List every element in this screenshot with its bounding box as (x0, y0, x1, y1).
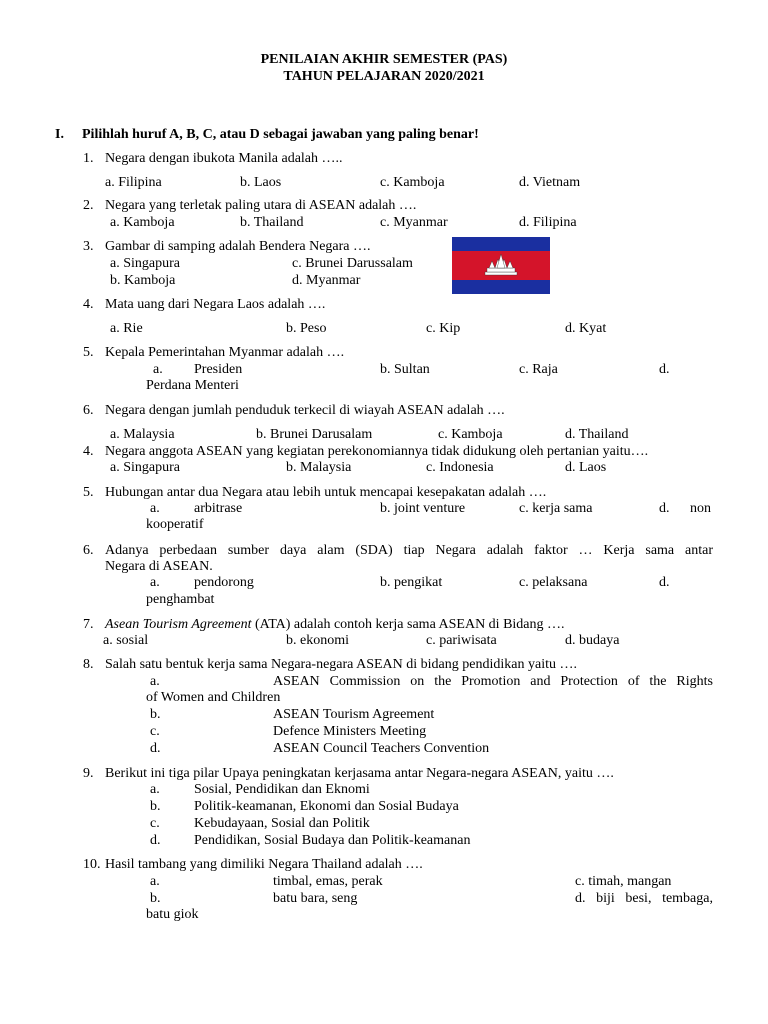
option-d: d. budaya (565, 633, 620, 648)
question-text: Hasil tambang yang dimiliki Negara Thailand adalah …. (105, 857, 423, 872)
option-a-letter: a. (153, 362, 163, 377)
question-text: Hubungan antar dua Negara atau lebih untuk mencapai kesepakatan adalah …. (105, 485, 547, 500)
option-b: b. Kamboja (110, 273, 176, 288)
option-a-letter: a. (150, 874, 160, 889)
option-b: b. Thailand (240, 215, 304, 230)
option-a-letter: a. (150, 501, 160, 516)
option-b: b. Malaysia (286, 460, 352, 475)
question-number: 6. (83, 543, 94, 558)
option-b: b. Laos (240, 175, 282, 190)
question-text: Negara yang terletak paling utara di ASEAN adalah …. (105, 198, 417, 213)
option-c: Kebudayaan, Sosial dan Politik (194, 816, 370, 831)
option-a: a. Rie (110, 321, 143, 336)
option-d: d. Laos (565, 460, 607, 475)
question-text: Adanya perbedaan sumber daya alam (SDA) tiap Negara adalah faktor … Kerja sama antar (105, 543, 713, 558)
cambodia-flag-image (452, 237, 550, 294)
option-a: a. Singapura (110, 460, 180, 475)
option-b-letter: b. (150, 799, 161, 814)
question-number: 9. (83, 766, 94, 781)
question-text: Negara dengan ibukota Manila adalah ….. (105, 151, 343, 166)
option-c: c. Indonesia (426, 460, 494, 475)
question-number: 2. (83, 198, 94, 213)
page-subtitle: TAHUN PELAJARAN 2020/2021 (283, 69, 485, 84)
option-b: batu bara, seng (273, 891, 358, 906)
question-number: 8. (83, 657, 94, 672)
option-d: d. Myanmar (292, 273, 361, 288)
question-number: 4. (83, 444, 94, 459)
option-d-letter: d. (150, 741, 161, 756)
option-b: Politik-keamanan, Ekonomi dan Sosial Budaya (194, 799, 459, 814)
section-instruction: Pilihlah huruf A, B, C, atau D sebagai jawaban yang paling benar! (82, 127, 479, 142)
option-b: b. Peso (286, 321, 327, 336)
question-number: 7. (83, 617, 94, 632)
question-text: Kepala Pemerintahan Myanmar adalah …. (105, 345, 345, 360)
option-c-letter: c. (150, 816, 160, 831)
page-title: PENILAIAN AKHIR SEMESTER (PAS) (260, 52, 508, 67)
option-d-letter: d. (659, 575, 670, 590)
question-text: Gambar di samping adalah Bendera Negara …. (105, 239, 371, 254)
option-d-cont: batu giok (146, 907, 199, 922)
option-a-cont: of Women and Children (146, 690, 281, 705)
option-c: c. Kamboja (438, 427, 503, 442)
question-text: Negara anggota ASEAN yang kegiatan perekonomiannya tidak didukung oleh pertanian yaitu…. (105, 444, 649, 459)
option-d-cont: kooperatif (146, 517, 204, 532)
option-c: Defence Ministers Meeting (273, 724, 427, 739)
question-text (105, 616, 565, 633)
option-d: non (690, 501, 711, 516)
option-c: c. Raja (519, 362, 558, 377)
option-b: b. Brunei Darusalam (256, 427, 373, 442)
option-a: Sosial, Pendidikan dan Eknomi (194, 782, 370, 797)
option-c: c. Kip (426, 321, 461, 336)
option-b: b. Sultan (380, 362, 430, 377)
option-a: a. Filipina (105, 175, 162, 190)
option-a: a. sosial (103, 633, 149, 648)
question-text-cont: Negara di ASEAN. (105, 559, 213, 574)
option-d: d. biji besi, tembaga, (575, 891, 713, 906)
question-number: 4. (83, 297, 94, 312)
option-c: c. Brunei Darussalam (292, 256, 413, 271)
option-c: c. pariwisata (426, 633, 497, 648)
option-c: c. pelaksana (519, 575, 588, 590)
option-a: a. Kamboja (110, 215, 175, 230)
option-a-letter: a. (150, 674, 160, 689)
section-number: I. (55, 127, 64, 142)
option-a-letter: a. (150, 575, 160, 590)
option-d: ASEAN Council Teachers Convention (273, 741, 490, 756)
option-c: c. Myanmar (380, 215, 448, 230)
option-d-letter: d. (659, 362, 670, 377)
option-b: ASEAN Tourism Agreement (273, 707, 435, 722)
option-b: b. pengikat (380, 575, 443, 590)
option-c: c. timah, mangan (575, 874, 672, 889)
option-d: d. Thailand (565, 427, 629, 442)
question-number: 10. (83, 857, 101, 872)
question-number: 5. (83, 485, 94, 500)
option-b-letter: b. (150, 891, 161, 906)
option-d-letter: d. (659, 501, 670, 516)
option-d: d. Filipina (519, 215, 577, 230)
option-c: c. Kamboja (380, 175, 445, 190)
option-b-letter: b. (150, 707, 161, 722)
option-d-letter: d. (150, 833, 161, 848)
option-a: ASEAN Commission on the Promotion and Protection of the Rights (273, 674, 713, 689)
option-b: b. joint venture (380, 501, 466, 516)
option-a: a. Singapura (110, 256, 180, 271)
question-number: 1. (83, 151, 94, 166)
flag-blue-bottom-stripe (452, 280, 550, 294)
question-text: Salah satu bentuk kerja sama Negara-negara ASEAN di bidang pendidikan yaitu …. (105, 657, 577, 672)
option-a-letter: a. (150, 782, 160, 797)
option-d: d. Vietnam (519, 175, 581, 190)
question-text: Negara dengan jumlah penduduk terkecil di wiayah ASEAN adalah …. (105, 403, 505, 418)
question-number: 5. (83, 345, 94, 360)
option-d: d. Kyat (565, 321, 607, 336)
option-a: Presiden (194, 362, 243, 377)
option-a: a. Malaysia (110, 427, 175, 442)
question-text-rest: (ATA) adalah contoh kerja sama ASEAN di Bidang …. (251, 617, 565, 632)
option-c: c. kerja sama (519, 501, 593, 516)
question-number: 3. (83, 239, 94, 254)
option-a: arbitrase (194, 501, 243, 516)
option-d: Pendidikan, Sosial Budaya dan Politik-keamanan (194, 833, 471, 848)
question-number: 6. (83, 403, 94, 418)
option-c-letter: c. (150, 724, 160, 739)
option-b: b. ekonomi (286, 633, 349, 648)
flag-blue-top-stripe (452, 237, 550, 251)
option-a: timbal, emas, perak (273, 874, 383, 889)
question-text-italic: Asean Tourism Agreement (105, 617, 252, 632)
question-text: Berikut ini tiga pilar Upaya peningkatan kerjasama antar Negara-negara ASEAN, yaitu …. (105, 766, 614, 781)
option-a: pendorong (194, 575, 254, 590)
option-d: Perdana Menteri (146, 378, 239, 393)
question-text: Mata uang dari Negara Laos adalah …. (105, 297, 326, 312)
option-d: penghambat (146, 592, 215, 607)
